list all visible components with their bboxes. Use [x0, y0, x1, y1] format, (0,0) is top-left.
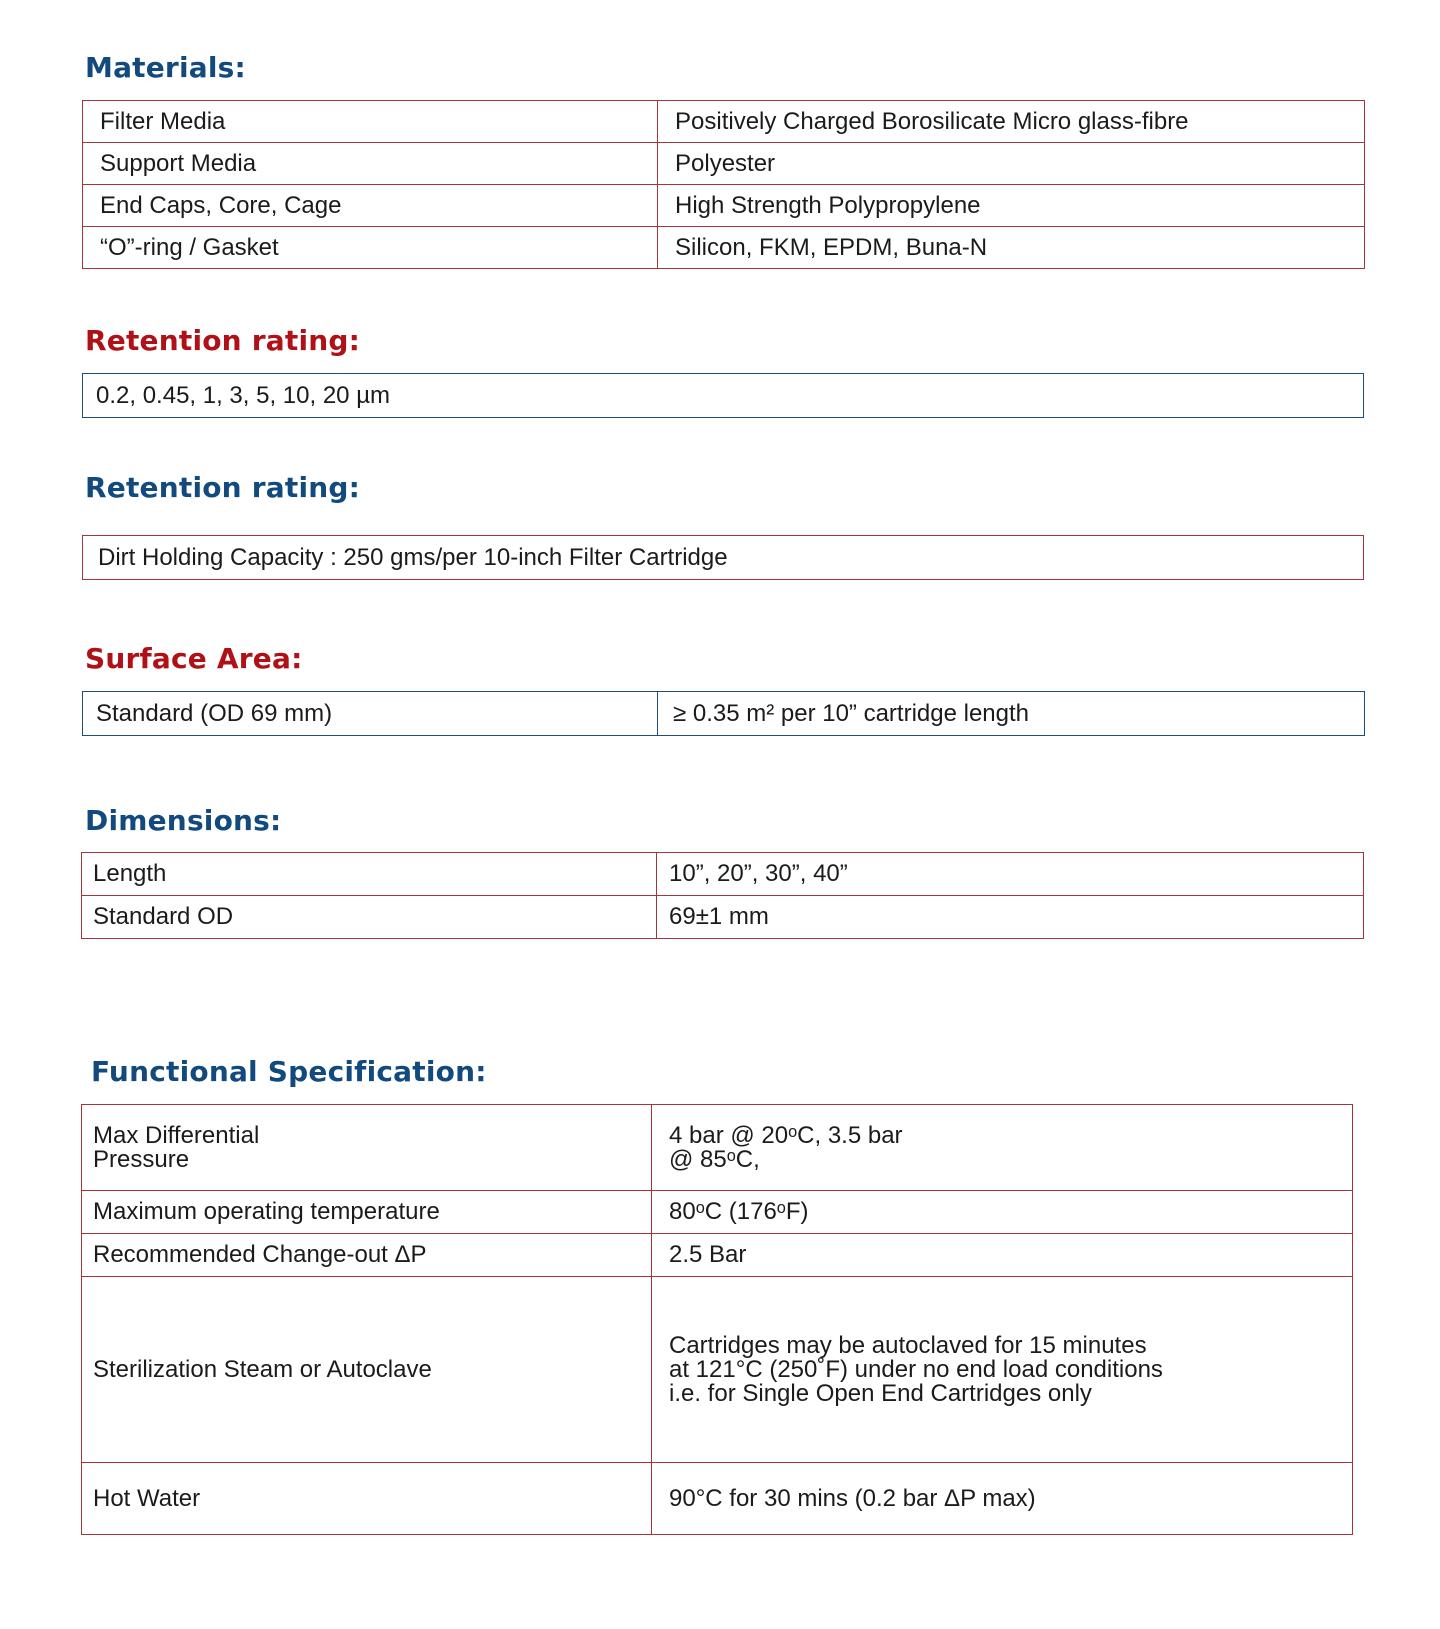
- dirt-capacity-table: [82, 535, 1364, 580]
- retention-value: 0.2, 0.45, 1, 3, 5, 10, 20 µm: [83, 374, 1364, 418]
- spec-value-line: 4 bar @ 20ᵒC, 3.5 bar: [669, 1121, 903, 1149]
- material-value: Polyester: [658, 143, 1365, 185]
- material-value: High Strength Polypropylene: [658, 185, 1365, 227]
- retention2-heading: Retention rating:: [85, 471, 361, 504]
- material-value: Positively Charged Borosilicate Micro glass-fibre: [658, 101, 1365, 143]
- table-row: [82, 853, 1364, 896]
- spec-label: [82, 1105, 652, 1191]
- surface-area-heading: Surface Area:: [85, 642, 303, 675]
- dimension-label: Standard OD: [82, 896, 657, 939]
- table-row: [83, 374, 1364, 418]
- spec-label: Sterilization Steam or Autoclave: [82, 1277, 652, 1463]
- surface-area-label: Standard (OD 69 mm): [83, 692, 658, 736]
- functional-spec-table: [81, 1104, 1353, 1535]
- spec-value-line: i.e. for Single Open End Cartridges only: [669, 1379, 1092, 1407]
- table-row: [83, 143, 1365, 185]
- surface-area-table: [82, 691, 1365, 736]
- retention-table: [82, 373, 1364, 418]
- retention-heading: Retention rating:: [85, 324, 361, 357]
- material-label: “O”-ring / Gasket: [83, 227, 658, 269]
- spec-label-line: Pressure: [93, 1145, 190, 1173]
- table-row: [82, 1234, 1353, 1277]
- table-row: [82, 1191, 1353, 1234]
- spec-value-line: @ 85ᵒC,: [669, 1145, 760, 1173]
- table-row: [83, 185, 1365, 227]
- functional-spec-heading: Functional Specification:: [91, 1055, 487, 1088]
- table-row: [83, 227, 1365, 269]
- dirt-capacity-value: Dirt Holding Capacity : 250 gms/per 10-inch Filter Cartridge: [83, 536, 1364, 580]
- surface-area-value: ≥ 0.35 m² per 10” cartridge length: [658, 692, 1365, 736]
- table-row: [83, 692, 1365, 736]
- spec-value-line: Cartridges may be autoclaved for 15 minutes: [669, 1331, 1147, 1359]
- material-value: Silicon, FKM, EPDM, Buna-N: [658, 227, 1365, 269]
- dimension-label: Length: [82, 853, 657, 896]
- material-label: Support Media: [83, 143, 658, 185]
- dimension-value: 10”, 20”, 30”, 40”: [657, 853, 1364, 896]
- spec-value: 90°C for 30 mins (0.2 bar ΔP max): [652, 1463, 1353, 1535]
- dimensions-table: [81, 852, 1364, 939]
- materials-table: [82, 100, 1365, 269]
- spec-value: [652, 1277, 1353, 1463]
- spec-value: 2.5 Bar: [652, 1234, 1353, 1277]
- material-label: End Caps, Core, Cage: [83, 185, 658, 227]
- spec-label: Hot Water: [82, 1463, 652, 1535]
- spec-value: 80ᵒC (176ᵒF): [652, 1191, 1353, 1234]
- spec-value-line: at 121°C (250˚F) under no end load conditions: [669, 1355, 1163, 1383]
- dimension-value: 69±1 mm: [657, 896, 1364, 939]
- spec-label: Maximum operating temperature: [82, 1191, 652, 1234]
- table-row: [83, 101, 1365, 143]
- spec-label: Recommended Change-out ΔP: [82, 1234, 652, 1277]
- dimensions-heading: Dimensions:: [85, 804, 282, 837]
- table-row: [82, 1463, 1353, 1535]
- spec-value: [652, 1105, 1353, 1191]
- table-row: [82, 896, 1364, 939]
- material-label: Filter Media: [83, 101, 658, 143]
- table-row: [82, 1277, 1353, 1463]
- materials-heading: Materials:: [85, 51, 246, 84]
- table-row: [82, 1105, 1353, 1191]
- spec-label-line: Max Differential: [93, 1121, 260, 1149]
- table-row: [83, 536, 1364, 580]
